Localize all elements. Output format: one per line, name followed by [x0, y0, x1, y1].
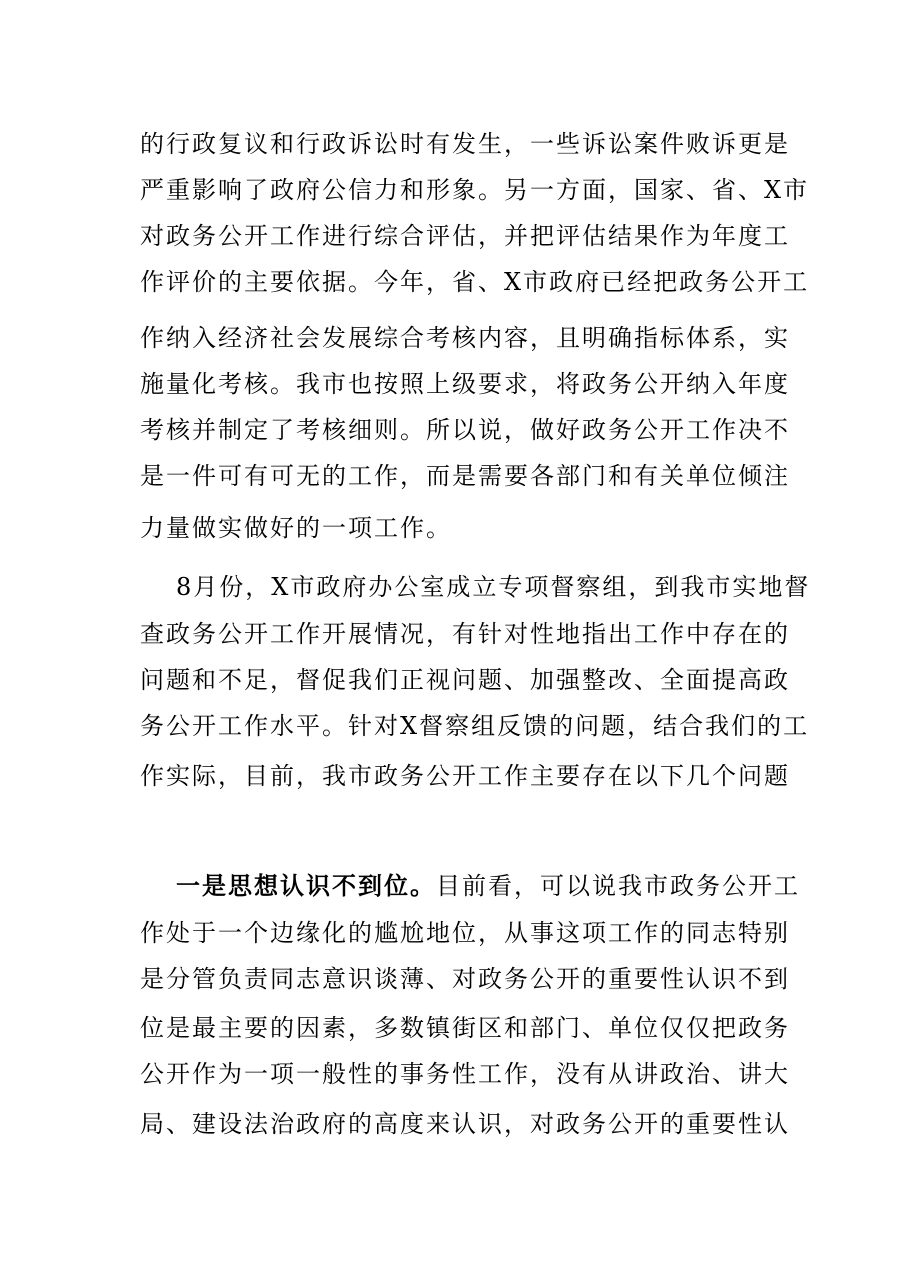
- paragraph-3-line-2: 作处于一个边缘化的尴尬地位，从事这项工作的同志特别: [140, 919, 790, 947]
- paragraph-1-line-9: 力量做实做好的一项工作。: [140, 514, 452, 542]
- paragraph-1-line-5: 作纳入经济社会发展综合考核内容，且明确指标体系，实: [140, 324, 790, 352]
- paragraph-3-line-3: 是分管负责同志意识谈薄、对政务公开的重要性认识不到: [140, 965, 790, 993]
- paragraph-2-line-1: 8月份，X市政府办公室成立专项督察组，到我市实地督: [176, 573, 811, 601]
- paragraph-1-line-2: 严重影响了政府公信力和形象。另一方面，国家、省、X市: [140, 176, 810, 204]
- paragraph-1-line-6: 施量化考核。我市也按照上级要求，将政务公开纳入年度: [140, 370, 790, 398]
- paragraph-2-line-3: 问题和不足，督促我们正视问题、加强整改、全面提高政: [140, 666, 790, 694]
- paragraph-3-line-5: 公开作为一项一般性的事务性工作，没有从讲政治、讲大: [140, 1060, 790, 1088]
- paragraph-1-line-7: 考核并制定了考核细则。所以说，做好政务公开工作决不: [140, 416, 790, 444]
- paragraph-3-heading: 一是思想认识不到位。: [176, 871, 436, 900]
- paragraph-2-line-2: 查政务公开工作开展情况，有针对性地指出工作中存在的: [140, 620, 790, 648]
- paragraph-2-line-5: 作实际，目前，我市政务公开工作主要存在以下几个问题: [140, 762, 790, 790]
- paragraph-2-line-4: 务公开工作水平。针对X督察组反馈的问题，结合我们的工: [140, 712, 810, 740]
- paragraph-3-line-6: 局、建设法治政府的高度来认识，对政务公开的重要性认: [140, 1110, 790, 1138]
- paragraph-1-line-3: 对政务公开工作进行综合评估，并把评估结果作为年度工: [140, 222, 790, 250]
- paragraph-3-line-1-rest: 目前看，可以说我市政务公开工: [436, 872, 800, 900]
- paragraph-3-line-4: 位是最主要的因素，多数镇街区和部门、单位仅仅把政务: [140, 1014, 790, 1042]
- paragraph-1-line-1: 的行政复议和行政诉讼时有发生，一些诉讼案件败诉更是: [140, 130, 790, 158]
- paragraph-3-line-1: [176, 866, 800, 906]
- paragraph-1-line-4: 作评价的主要依据。今年，省、X市政府已经把政务公开工: [140, 268, 810, 296]
- paragraph-1-line-8: 是一件可有可无的工作，而是需要各部门和有关单位倾注: [140, 462, 790, 490]
